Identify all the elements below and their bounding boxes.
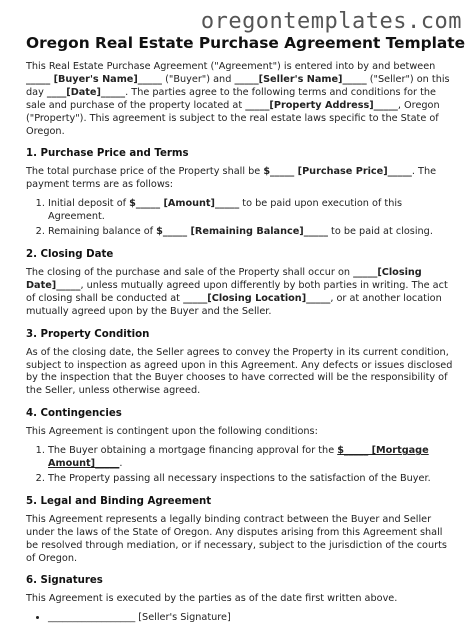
section-2-paragraph: [26, 267, 454, 319]
contingency-pre: The Buyer obtaining a mortgage financing approval for the: [48, 445, 338, 457]
intro-text-4: . The parties agree to the following terms and conditions for the sale and purchase of the property located at: [26, 86, 436, 111]
closing-date-field[interactable]: _____[Closing Date]_____: [26, 266, 422, 291]
contingency-post: .: [119, 458, 123, 470]
section-3-paragraph: As of the closing date, the Seller agrees to convey the Property in its current condition, subject to inspection as agreed upon in this Agreement. Any defects or issues disclosed by the inspection that the Buyer chooses to have corrected will be the responsibility of the Seller, unless otherwise agreed.: [26, 346, 453, 397]
section-1-text-1: The total purchase price of the Property shall be: [26, 166, 264, 178]
intro-text-2: ("Buyer") and: [162, 73, 235, 85]
site-watermark: oregontemplates.com: [200, 9, 462, 34]
intro-text-5: , Oregon ("Property"). This agreement is subject to the real estate laws specific to the State of Oregon.: [26, 99, 440, 137]
remaining-balance-field[interactable]: $_____ [Remaining Balance]_____: [156, 226, 328, 238]
document-title: Oregon Real Estate Purchase Agreement Template: [26, 34, 466, 52]
section-2-text-1: The closing of the purchase and sale of the Property shall occur on: [26, 266, 354, 278]
section-4-paragraph: This Agreement is contingent upon the following conditions:: [26, 426, 318, 438]
payment-terms-list: [26, 198, 454, 239]
contingency-item: 2. The Property passing all necessary inspections to the satisfaction of the Buyer.: [48, 473, 454, 486]
payment-term-pre: Initial deposit of: [48, 198, 130, 210]
section-1-heading: 1. Purchase Price and Terms: [26, 148, 189, 160]
date-field[interactable]: ____[Date]_____: [46, 86, 126, 98]
section-2-text-2: , unless mutually agreed upon differently by both parties in writing. The act of closing shall be conducted at: [26, 279, 448, 304]
intro-text-1: This Real Estate Purchase Agreement ("Agreement") is entered into by and between: [26, 61, 436, 72]
document-page: [26, 34, 466, 627]
payment-term-item: [48, 226, 454, 239]
section-5-paragraph: This Agreement represents a legally binding contract between the Buyer and Seller under the laws of the State of Oregon. Any disputes arising from this Agreement shall be resolved through mediation, or if necessary, subject to the jurisdiction of the courts of Oregon.: [26, 513, 447, 564]
section-2-heading: 2. Closing Date: [26, 248, 114, 260]
buyer-name-field[interactable]: _____ [Buyer's Name]_____: [26, 73, 163, 85]
deposit-amount-field[interactable]: $_____ [Amount]_____: [129, 198, 240, 210]
intro-text-3: ("Seller") on this day: [26, 73, 450, 98]
contingencies-list: [26, 445, 454, 486]
seller-name-field[interactable]: _____[Seller's Name]_____: [234, 73, 367, 85]
property-address-field[interactable]: _____[Property Address]_____: [245, 99, 398, 111]
payment-term-pre: Remaining balance of: [48, 226, 157, 238]
section-6-heading: 6. Signatures: [26, 575, 103, 587]
section-1-text-2: . The payment terms are as follows:: [26, 166, 437, 191]
section-6-paragraph: This Agreement is executed by the parties as of the date first written above.: [26, 593, 398, 605]
closing-location-field[interactable]: _____[Closing Location]_____: [183, 292, 331, 304]
mortgage-amount-field[interactable]: $_____ [Mortgage Amount]_____: [48, 445, 429, 470]
intro-paragraph: [26, 61, 454, 138]
section-4-heading: 4. Contingencies: [26, 408, 122, 420]
section-2-text-3: , or at another location mutually agreed upon by the Buyer and the Seller.: [26, 292, 442, 317]
purchase-price-field[interactable]: $_____ [Purchase Price]_____: [263, 166, 412, 178]
section-1-paragraph: [26, 166, 454, 192]
payment-term-post: to be paid upon execution of this Agreement.: [48, 198, 403, 223]
payment-term-post: to be paid at closing.: [327, 226, 433, 238]
section-5-heading: 5. Legal and Binding Agreement: [26, 495, 212, 507]
payment-term-item: [48, 198, 454, 224]
signature-list: [26, 612, 454, 625]
contingency-item: [48, 445, 454, 471]
seller-signature-line[interactable]: • __________________ [Seller's Signature]: [48, 612, 454, 625]
section-3-heading: 3. Property Condition: [26, 328, 150, 340]
